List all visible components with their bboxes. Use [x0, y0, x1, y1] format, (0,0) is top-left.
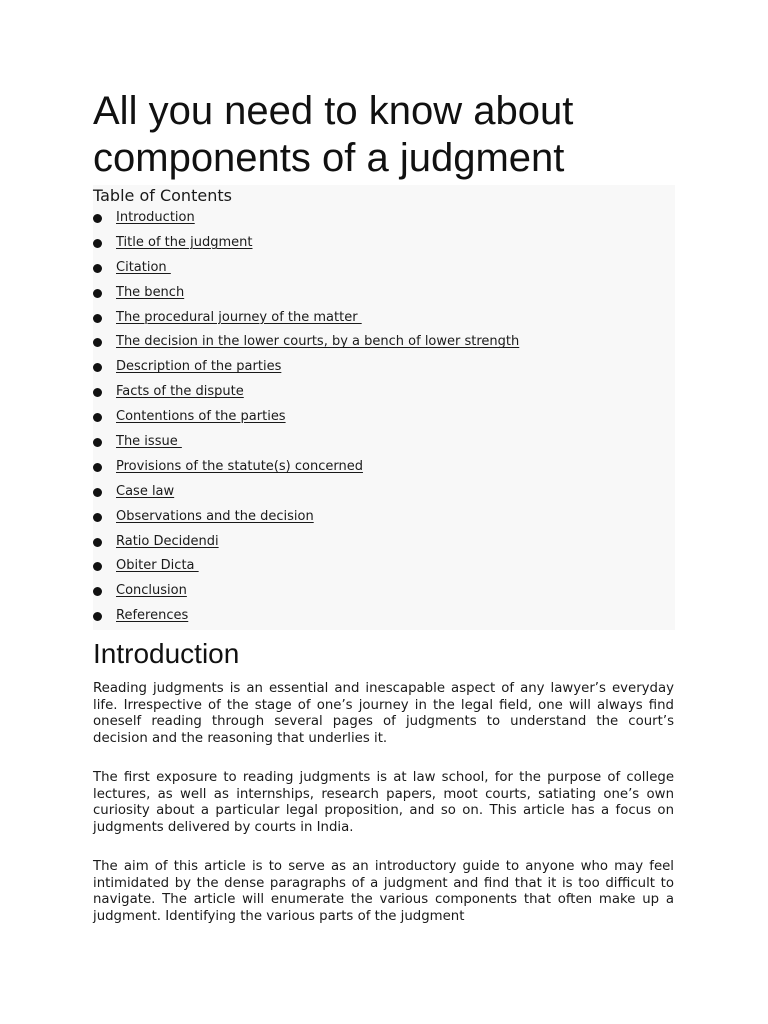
toc-item: [93, 357, 675, 382]
toc-item: [93, 556, 675, 581]
toc-link-lower-courts-decision[interactable]: The decision in the lower courts, by a bench of lower strength: [116, 334, 520, 350]
introduction-paragraph-3: The aim of this article is to serve as an introductory guide to anyone who may feel intimidated by the dense paragraphs of a judgment and find that it is too difficult to navigate. The article will enumerate the various components that often make up a judgment. Identifying the various parts of the judgment: [93, 859, 674, 924]
introduction-paragraph-1: Reading judgments is an essential and inescapable aspect of any lawyer’s everyday life. Irrespective of the stage of one’s journey in the legal field, one will always find oneself reading through several pages of judgments to understand the court’s decision and the reasoning that underlies it.: [93, 681, 674, 746]
toc-item: [93, 308, 675, 333]
introduction-paragraph-2: The first exposure to reading judgments is at law school, for the purpose of college lectures, as well as internships, research papers, moot courts, satiating one’s own curiosity about a particular legal proposition, and so on. This article has a focus on judgments delivered by courts in India.: [93, 770, 674, 835]
toc-item: [93, 482, 675, 507]
toc-link-contentions[interactable]: Contentions of the parties: [116, 409, 286, 425]
toc-item: [93, 283, 675, 308]
bullet-icon: [93, 438, 102, 447]
bullet-icon: [93, 538, 102, 547]
toc-link-title-of-judgment[interactable]: Title of the judgment: [116, 234, 253, 250]
bullet-icon: [93, 587, 102, 596]
bullet-icon: [93, 513, 102, 522]
toc-link-description-of-parties[interactable]: Description of the parties: [116, 359, 282, 375]
bullet-icon: [93, 239, 102, 248]
toc-item: [93, 258, 675, 283]
toc-item: [93, 581, 675, 606]
toc-link-procedural-journey[interactable]: The procedural journey of the matter: [116, 309, 362, 325]
toc-link-case-law[interactable]: Case law: [116, 483, 175, 499]
bullet-icon: [93, 413, 102, 422]
toc-link-bench[interactable]: The bench: [116, 284, 185, 300]
introduction-heading: Introduction: [93, 638, 240, 669]
toc-item: [93, 432, 675, 457]
toc-link-citation[interactable]: Citation: [116, 259, 171, 275]
toc-item: [93, 407, 675, 432]
table-of-contents: [93, 185, 675, 630]
toc-link-conclusion[interactable]: Conclusion: [116, 583, 187, 599]
toc-item: [93, 382, 675, 407]
bullet-icon: [93, 314, 102, 323]
bullet-icon: [93, 338, 102, 347]
page-title: All you need to know about components of a judgment: [93, 89, 574, 180]
bullet-icon: [93, 488, 102, 497]
bullet-icon: [93, 463, 102, 472]
toc-link-facts-of-dispute[interactable]: Facts of the dispute: [116, 384, 244, 400]
bullet-icon: [93, 214, 102, 223]
bullet-icon: [93, 363, 102, 372]
toc-link-observations[interactable]: Observations and the decision: [116, 508, 314, 524]
toc-item: [93, 507, 675, 532]
toc-item: [93, 208, 675, 233]
bullet-icon: [93, 562, 102, 571]
bullet-icon: [93, 264, 102, 273]
toc-item: [93, 332, 675, 357]
toc-link-obiter-dicta[interactable]: Obiter Dicta: [116, 558, 199, 574]
toc-list: [93, 208, 675, 631]
toc-item: [93, 532, 675, 557]
toc-item: [93, 233, 675, 258]
toc-link-ratio-decidendi[interactable]: Ratio Decidendi: [116, 533, 219, 549]
toc-item: [93, 606, 675, 631]
toc-item: [93, 457, 675, 482]
toc-link-introduction[interactable]: Introduction: [116, 210, 195, 225]
toc-link-statute-provisions[interactable]: Provisions of the statute(s) concerned: [116, 458, 363, 474]
bullet-icon: [93, 289, 102, 298]
toc-heading: Table of Contents: [93, 186, 232, 205]
toc-link-references[interactable]: References: [116, 608, 189, 624]
bullet-icon: [93, 388, 102, 397]
toc-link-issue[interactable]: The issue: [116, 434, 182, 450]
bullet-icon: [93, 612, 102, 621]
